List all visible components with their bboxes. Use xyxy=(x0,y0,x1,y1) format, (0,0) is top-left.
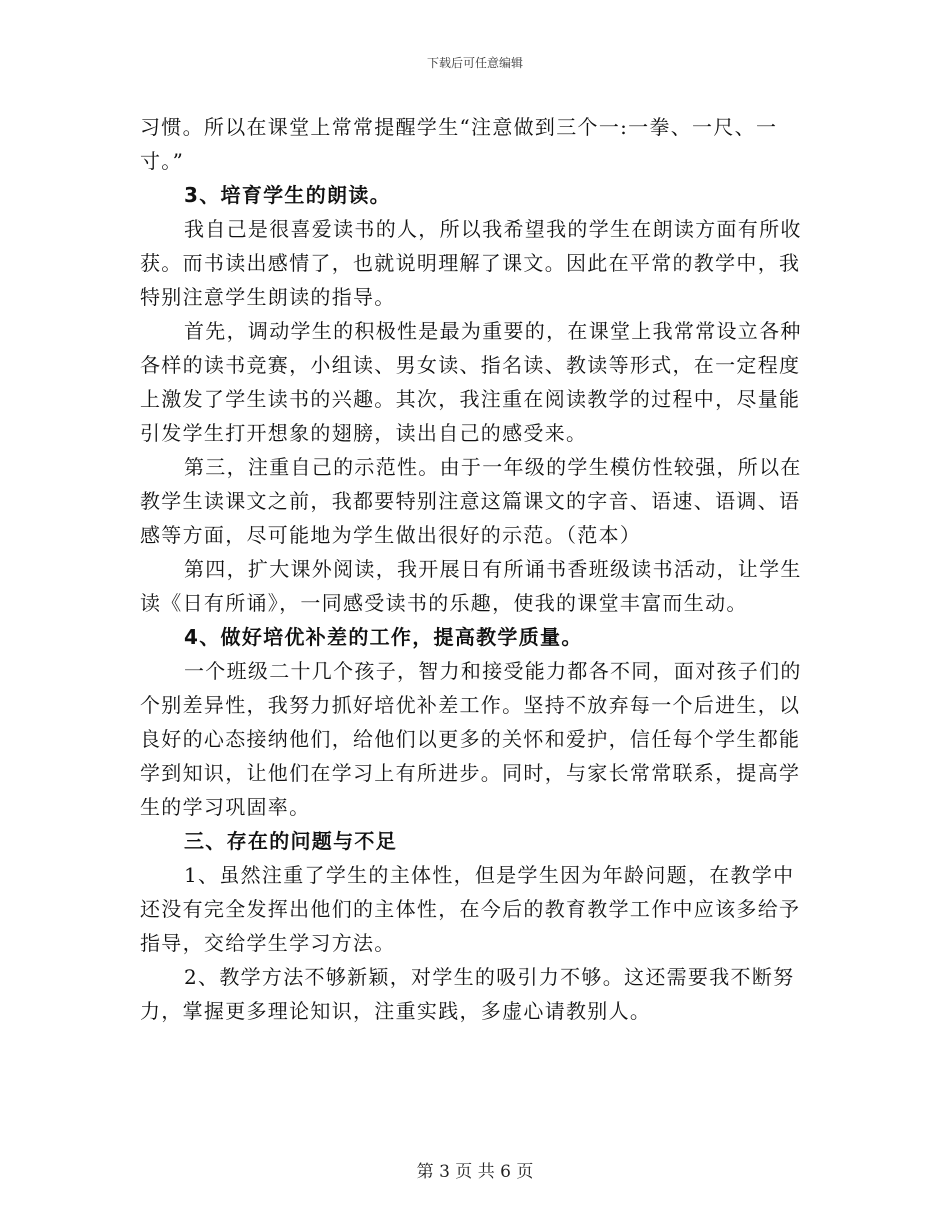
paragraph-problem-2: 2、教学方法不够新颖，对学生的吸引力不够。这还需要我不断努力，掌握更多理论知识，注重实践，多虚心请教别人。 xyxy=(140,965,795,1023)
paragraph-continuation: 习惯。所以在课堂上常常提醒学生“注意做到三个一:一拳、一尺、一寸。” xyxy=(140,115,778,173)
paragraph-third: 第三，注重自己的示范性。由于一年级的学生模仿性较强，所以在教学生读课文之前，我都要特别注意这篇课文的字音、语速、语调、语感等方面，尽可能地为学生做出很好的示范。（范本） xyxy=(140,455,802,547)
section-heading-quality: 4、做好培优补差的工作，提高教学质量。 xyxy=(184,625,583,649)
document-body xyxy=(140,110,810,1028)
section-heading-problems: 三、存在的问题与不足 xyxy=(184,829,397,853)
paragraph-fourth: 第四，扩大课外阅读，我开展日有所诵书香班级读书活动，让学生读《日有所诵》，一同感受读书的乐趣，使我的课堂丰富而生动。 xyxy=(140,557,802,615)
paragraph-problem-1: 1、虽然注重了学生的主体性，但是学生因为年龄问题，在教学中还没有完全发挥出他们的主体性，在今后的教育教学工作中应该多给予指导，交给学生学习方法。 xyxy=(140,863,801,955)
page-number-footer: 第 3 页 共 6 页 xyxy=(416,1162,534,1182)
paragraph-first: 首先，调动学生的积极性是最为重要的，在课堂上我常常设立各种各样的读书竞赛，小组读、男女读、指名读、教读等形式，在一定程度上激发了学生读书的兴趣。其次，我注重在阅读教学的过程中，尽量能引发学生打开想象的翅膀，读出自己的感受来。 xyxy=(140,319,802,445)
section-heading-reading: 3、培育学生的朗读。 xyxy=(184,183,391,207)
paragraph-reading-intro: 我自己是很喜爱读书的人，所以我希望我的学生在朗读方面有所收获。而书读出感情了，也就说明理解了课文。因此在平常的教学中，我特别注意学生朗读的指导。 xyxy=(140,217,802,309)
paragraph-tutoring: 一个班级二十几个孩子，智力和接受能力都各不同，面对孩子们的个别差异性，我努力抓好培优补差工作。坚持不放弃每一个后进生，以良好的心态接纳他们，给他们以更多的关怀和爱护，信任每个学生都能学到知识，让他们在学习上有所进步。同时，与家长常常联系，提高学生的学习巩固率。 xyxy=(140,659,802,819)
page-header-note: 下载后可任意编辑 xyxy=(426,56,523,70)
